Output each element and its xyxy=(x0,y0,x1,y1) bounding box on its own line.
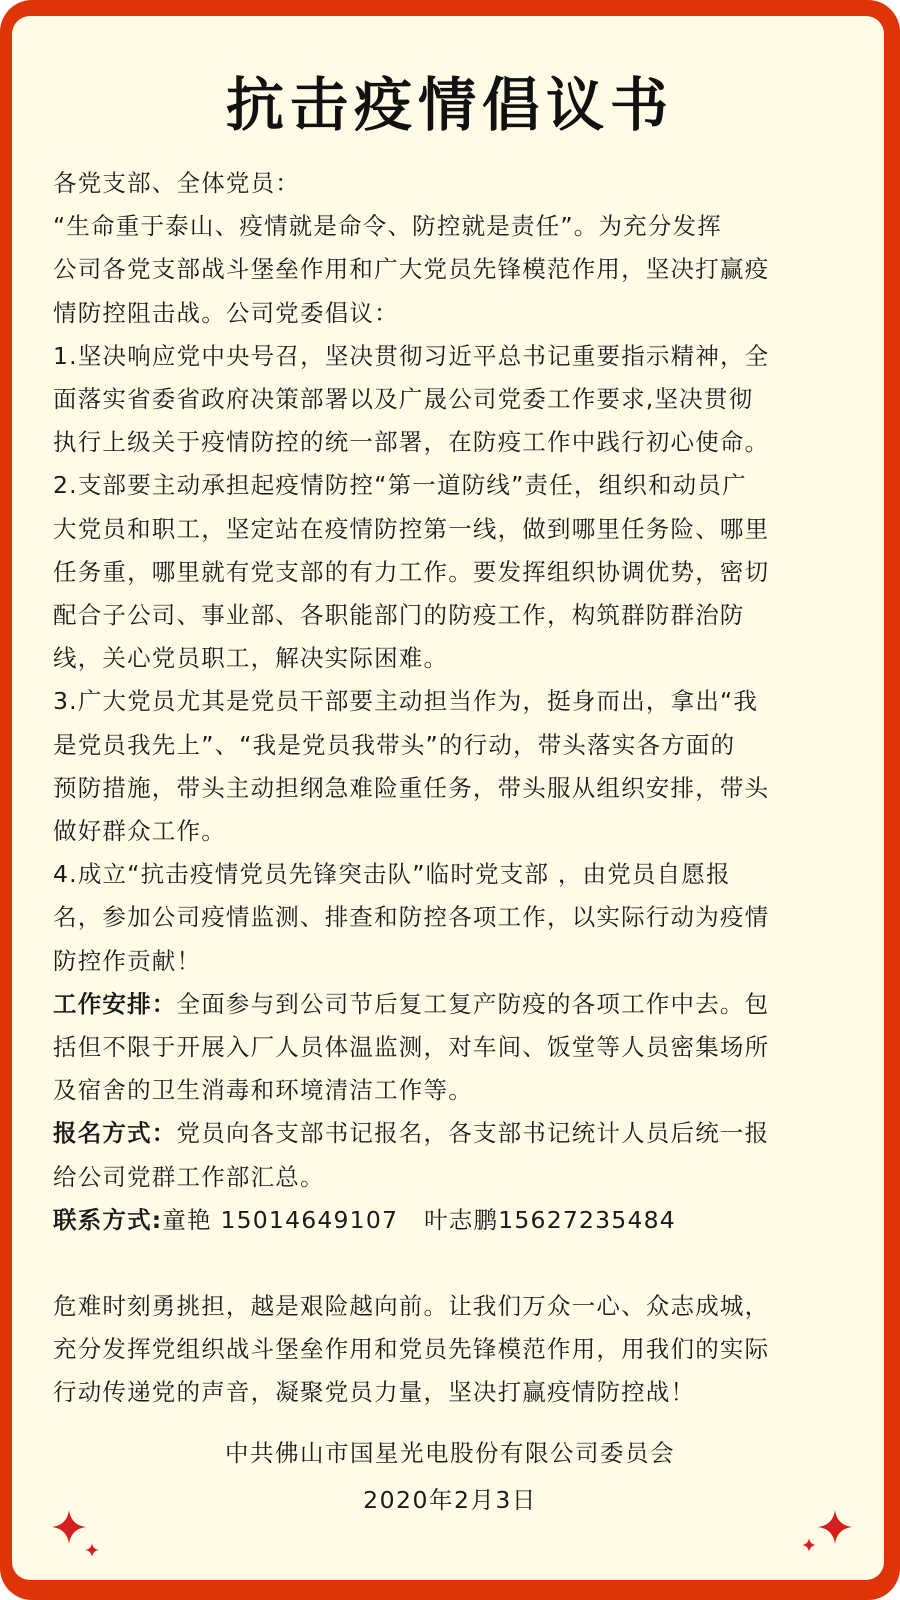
item-1-line: 面落实省委省政府决策部署以及广晟公司党委工作要求,坚决贯彻 xyxy=(53,385,754,414)
intro-line: “生命重于泰山、疫情就是命令、防控就是责任”。为充分发挥 xyxy=(53,212,722,241)
document-body xyxy=(53,162,853,1415)
item-4-line: 名，参加公司疫情监测、排查和防控各项工作，以实际行动为疫情 xyxy=(53,903,770,932)
item-3-line: 3.广大党员尤其是党员干部要主动担当作为，挺身而出，拿出“我 xyxy=(53,687,759,716)
item-1-line: 执行上级关于疫情防控的统一部署，在防疫工作中践行初心使命。 xyxy=(53,428,770,457)
item-3-line: 做好群众工作。 xyxy=(53,817,226,846)
closing-line: 危难时刻勇挑担，越是艰险越向前。让我们万众一心、众志成城， xyxy=(53,1292,770,1321)
item-1-line: 1.坚决响应党中央号召，坚决贯彻习近平总书记重要指示精神，全 xyxy=(53,341,770,370)
work-arrangement xyxy=(53,983,853,1026)
sparkle-icon xyxy=(85,1543,99,1557)
closing-line: 充分发挥党组织战斗堡垒作用和党员先锋模范作用，用我们的实际 xyxy=(53,1335,770,1364)
item-2-line: 配合子公司、事业部、各职能部门的防疫工作，构筑群防群治防 xyxy=(53,601,745,630)
contact xyxy=(53,1199,853,1242)
registration-line: 给公司党群工作部汇总。 xyxy=(53,1162,325,1191)
contact-label: 联系方式: xyxy=(53,1205,163,1234)
sparkle-icon xyxy=(818,1510,852,1544)
document-title: 抗击疫情倡议书 xyxy=(225,71,674,139)
contact-text: 童艳 15014649107 叶志鹏15627235484 xyxy=(162,1205,676,1234)
work-arrangement-line: 及宿舍的卫生消毒和环境清洁工作等。 xyxy=(53,1076,473,1105)
item-2-line: 大党员和职工，坚定站在疫情防控第一线，做到哪里任务险、哪里 xyxy=(53,514,770,543)
spacer xyxy=(53,1242,853,1285)
item-2-line: 线，关心党员职工，解决实际困难。 xyxy=(53,644,449,673)
item-3-line: 预防措施，带头主动担纲急难险重任务，带头服从组织安排，带头 xyxy=(53,773,770,802)
item-4-line: 防控作贡献！ xyxy=(53,946,202,975)
salutation: 各党支部、全体党员： xyxy=(53,169,300,197)
work-arrangement-line: 括但不限于开展入厂人员体温监测，对车间、饭堂等人员密集场所 xyxy=(53,1033,770,1062)
registration-text: 党员向各支部书记报名，各支部书记统计人员后统一报 xyxy=(176,1119,770,1148)
signature-date: 2020年2月3日 xyxy=(363,1486,537,1514)
item-2-line: 任务重，哪里就有党支部的有力工作。要发挥组织协调优势，密切 xyxy=(53,557,770,586)
registration-label: 报名方式： xyxy=(53,1119,177,1148)
item-3-line: 是党员我先上”、“我是党员我带头”的行动，带头落实各方面的 xyxy=(53,730,736,759)
intro-line: 情防控阻击战。公司党委倡议： xyxy=(53,298,399,327)
item-2-line: 2.支部要主动承担起疫情防控“第一道防线”责任，组织和动员广 xyxy=(53,471,747,500)
signature-organization: 中共佛山市国星光电股份有限公司委员会 xyxy=(225,1439,675,1467)
item-4-line: 4.成立“抗击疫情党员先锋突击队”临时党支部 ，由党员自愿报 xyxy=(53,860,731,889)
work-arrangement-text: 全面参与到公司节后复工复产防疫的各项工作中去。包 xyxy=(176,989,770,1018)
registration xyxy=(53,1112,853,1155)
sparkle-icon xyxy=(52,1510,86,1544)
closing-line: 行动传递党的声音，凝聚党员力量，坚决打赢疫情防控战！ xyxy=(53,1378,696,1407)
sparkle-icon xyxy=(802,1538,816,1552)
intro-line: 公司各党支部战斗堡垒作用和广大党员先锋模范作用，坚决打赢疫 xyxy=(53,255,770,284)
work-arrangement-label: 工作安排： xyxy=(53,989,177,1018)
